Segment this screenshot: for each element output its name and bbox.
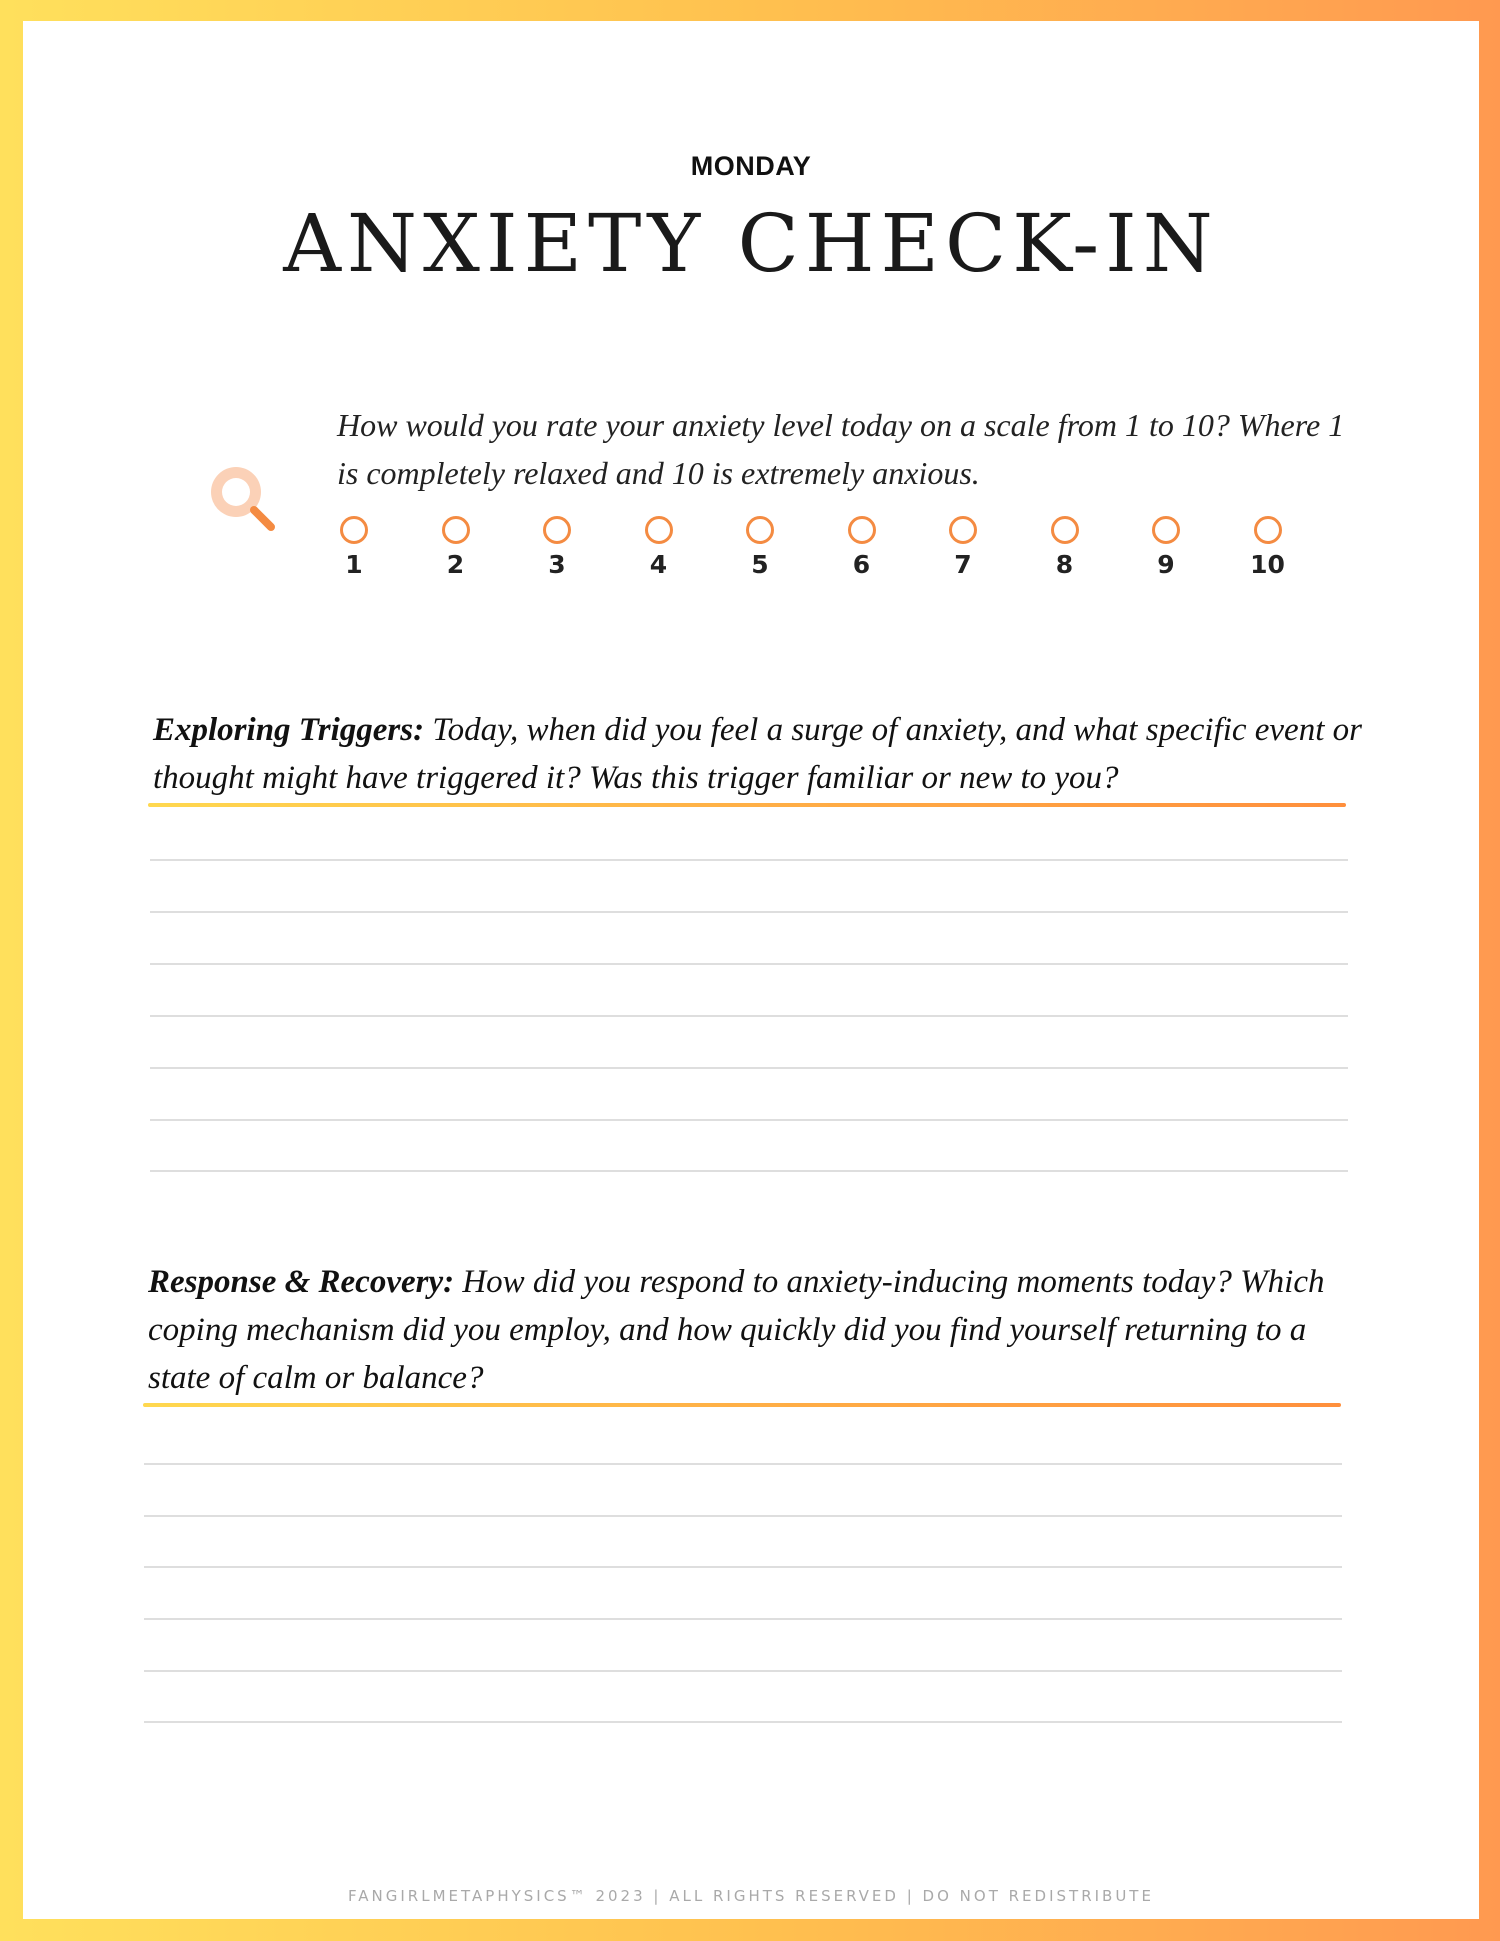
rating-option-1[interactable] <box>324 516 384 579</box>
recovery-label: Response & Recovery: <box>148 1264 455 1300</box>
rating-number: 5 <box>751 550 769 579</box>
writing-line[interactable] <box>144 1670 1342 1672</box>
rating-number: 3 <box>548 550 566 579</box>
magnifying-glass-icon <box>199 455 289 545</box>
rating-radio[interactable] <box>645 516 673 544</box>
writing-line[interactable] <box>144 1515 1342 1517</box>
rating-question: How would you rate your anxiety level today on a scale from 1 to 10? Where 1 is completely relaxed and 10 is extremely anxious. <box>337 407 1345 491</box>
triggers-accent-line <box>148 803 1346 807</box>
footer-copyright: FANGIRLMETAPHYSICS™ 2023 | ALL RIGHTS RESERVED | DO NOT REDISTRIBUTE <box>348 1887 1154 1905</box>
writing-line[interactable] <box>150 1170 1348 1172</box>
writing-line[interactable] <box>144 1618 1342 1620</box>
rating-option-2[interactable] <box>426 516 486 579</box>
writing-line[interactable] <box>150 1067 1348 1069</box>
rating-option-7[interactable] <box>933 516 993 579</box>
rating-radio[interactable] <box>746 516 774 544</box>
writing-line[interactable] <box>144 1463 1342 1465</box>
rating-radio[interactable] <box>1254 516 1282 544</box>
writing-line[interactable] <box>150 963 1348 965</box>
rating-number: 6 <box>852 550 871 579</box>
rating-number: 8 <box>1055 550 1074 579</box>
triggers-label: Exploring Triggers: <box>153 712 425 748</box>
rating-scale <box>333 516 1343 596</box>
day-label: MONDAY <box>690 151 812 181</box>
rating-radio[interactable] <box>442 516 470 544</box>
recovery-question: How did you respond to anxiety-inducing moments today? Which coping mechanism did you employ, and how quickly did you find yourself returning to a state of calm or balance? <box>148 1264 1325 1396</box>
rating-option-10[interactable] <box>1238 516 1298 579</box>
writing-line[interactable] <box>144 1721 1342 1723</box>
recovery-accent-line <box>143 1403 1341 1407</box>
writing-line[interactable] <box>144 1566 1342 1568</box>
writing-line[interactable] <box>150 859 1348 861</box>
rating-number: 4 <box>649 550 668 579</box>
rating-radio[interactable] <box>848 516 876 544</box>
worksheet-page <box>23 21 1479 1919</box>
page-title: ANXIETY CHECK-IN <box>283 197 1219 290</box>
writing-line[interactable] <box>150 1015 1348 1017</box>
rating-radio[interactable] <box>543 516 571 544</box>
rating-radio[interactable] <box>340 516 368 544</box>
rating-option-9[interactable] <box>1136 516 1196 579</box>
rating-option-6[interactable] <box>832 516 892 579</box>
rating-option-5[interactable] <box>730 516 790 579</box>
rating-radio[interactable] <box>949 516 977 544</box>
rating-radio[interactable] <box>1051 516 1079 544</box>
writing-line[interactable] <box>150 911 1348 913</box>
writing-line[interactable] <box>150 1119 1348 1121</box>
triggers-prompt <box>153 706 1373 802</box>
rating-option-3[interactable] <box>527 516 587 579</box>
rating-radio[interactable] <box>1152 516 1180 544</box>
rating-option-8[interactable] <box>1035 516 1095 579</box>
triggers-question: Today, when did you feel a surge of anxiety, and what specific event or thought might have triggered it? Was this trigger familiar or new to you? <box>153 712 1362 796</box>
rating-option-4[interactable] <box>629 516 689 579</box>
rating-number: 10 <box>1250 550 1285 579</box>
rating-number: 9 <box>1157 550 1175 579</box>
rating-number: 2 <box>446 550 465 579</box>
recovery-prompt <box>148 1258 1368 1402</box>
rating-number: 7 <box>954 550 972 579</box>
rating-number: 1 <box>345 550 363 579</box>
